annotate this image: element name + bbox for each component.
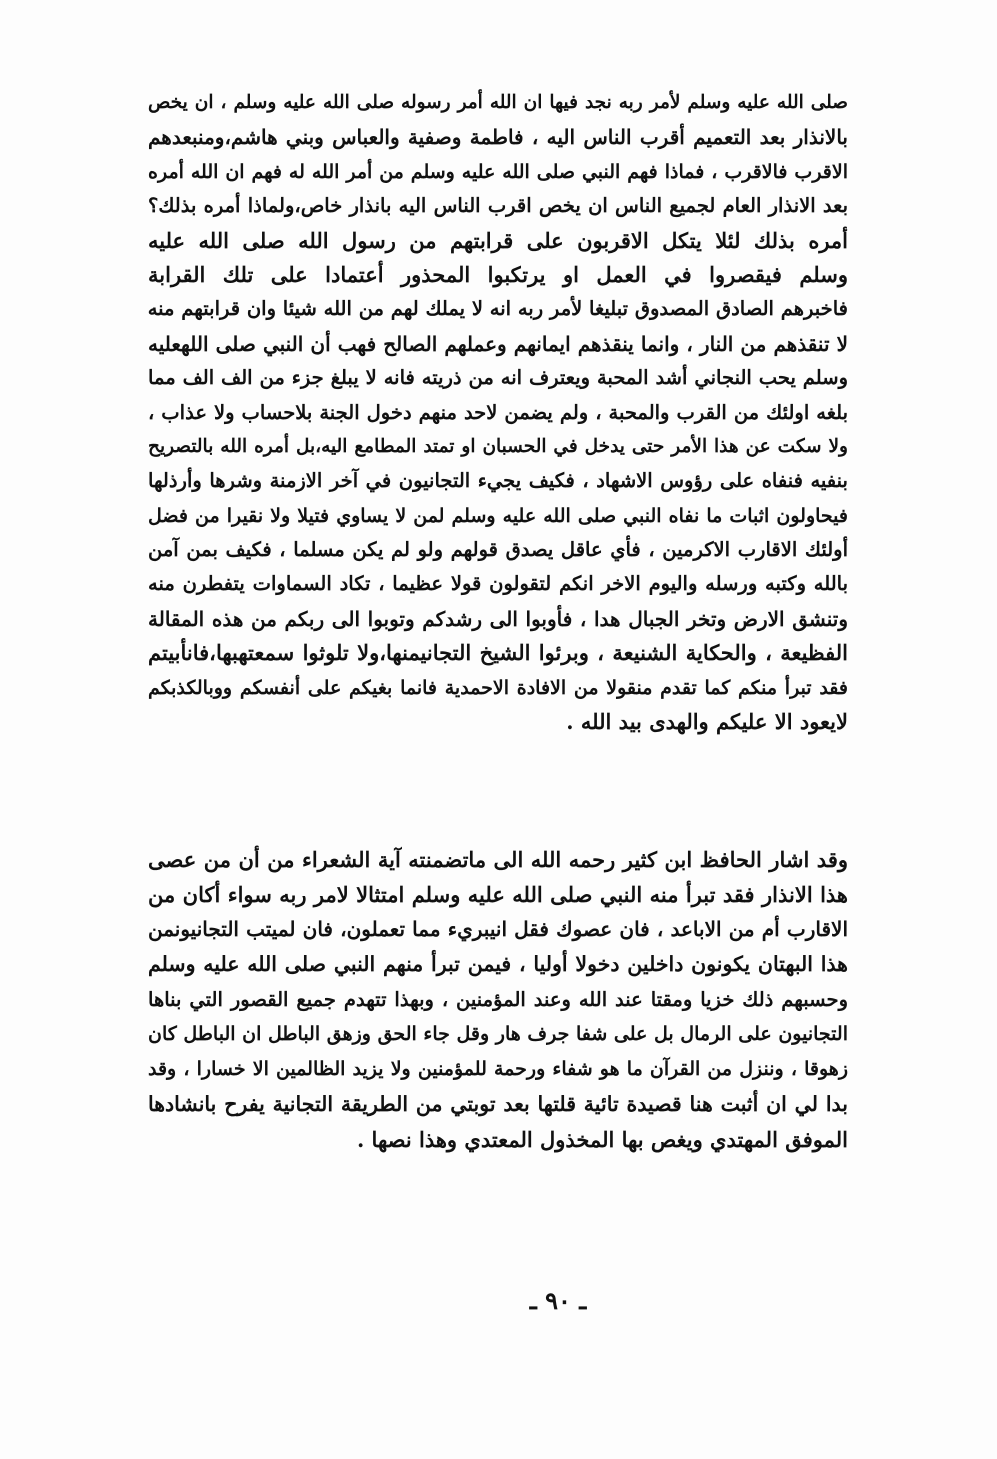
text-line: وقد اشار الحافظ ابن كثير رحمه الله الى ماتضمنته آية الشعراء من أن من عصى (148, 847, 848, 872)
text-line: بنفيه فنفاه على رؤوس الاشهاد ، فكيف يجيء التجانيون في آخر الازمنة وشرها وأرذلها (148, 469, 848, 493)
text-line: أمره بذلك لئلا يتكل الاقربون على قرابتهم من رسول الله صلى الله عليه (148, 227, 848, 253)
text-line: الموفق المهتدي ويغص بها المخذول المعتدي وهذا نصها . (356, 1127, 848, 1152)
text-line: بالانذار بعد التعميم أقرب الناس اليه ، فاطمة وصفية والعباس وبني هاشم،ومنبعدهم (148, 125, 848, 150)
text-line: بلغه اولئك من القرب والمحبة ، ولم يضمن لاحد منهم دخول الجنة بلاحساب ولا عذاب ، (148, 400, 848, 424)
text-line: لا تنقذهم من النار ، وانما ينقذهم ايمانهم وعملهم الصالح فهب أن النبي صلى اللهعليه (148, 331, 848, 356)
text-line: لايعود الا عليكم والهدى بيد الله . (566, 709, 848, 735)
paragraph-1 (148, 86, 848, 739)
text-line: أولئك الاقارب الاكرمين ، فأي عاقل يصدق قولهم ولو لم يكن مسلما ، فكيف بمن آمن (148, 538, 848, 562)
text-line: وسلم يحب النجاني أشد المحبة ويعترف انه من ذريته فانه لا يبلغ جزء من الف الف مما (148, 366, 848, 390)
paragraph-2 (148, 842, 848, 1157)
text-line: فقد تبرأ منكم كما تقدم منقولا من الافادة الاحمدية فانما بغيكم على أنفسكم ووبالكذبكم (148, 676, 848, 699)
page-number: ـ ٩٠ ـ (529, 1286, 587, 1315)
text-line: الاقارب أم من الاباعد ، فان عصوك فقل انيبريء مما تعملون، فان لميتب التجانيونمن (148, 917, 848, 941)
text-line: وسلم فيقصروا في العمل او يرتكبوا المحذور أعتمادا على تلك القرابة (148, 261, 848, 287)
text-line: بدا لي ان أثبت هنا قصيدة تائية قلتها بعد توبتي من الطريقة التجانية يفرح بانشادها (148, 1092, 848, 1116)
text-line: زهوقا ، وننزل من القرآن ما هو شفاء ورحمة للمؤمنين ولا يزيد الظالمين الا خسارا ، وقد (148, 1058, 848, 1080)
text-line: هذا الانذار فقد تبرأ منه النبي صلى الله عليه وسلم امتثالا لامر ربه سواء أكان من (148, 882, 848, 907)
text-line: بعد الانذار العام لجميع الناس ان يخص اقرب الناس اليه بانذار خاص،ولماذا أمره بذلك؟ (148, 194, 848, 218)
text-line: فيحاولون اثبات ما نفاه النبي صلى الله عليه وسلم لمن لا يساوي فتيلا ولا نقيرا من فضل (148, 504, 848, 527)
text-line: وتنشق الارض وتخر الجبال هدا ، فأوبوا الى رشدكم وتوبوا الى ربكم من هذه المقالة (148, 606, 848, 631)
text-line: الاقرب فالاقرب ، فماذا فهم النبي صلى الله عليه وسلم من أمر الله له فهم ان الله أمره (148, 160, 848, 183)
text-line: وحسبهم ذلك خزيا ومقتا عند الله وعند المؤمنين ، وبهذا تتهدم جميع القصور التي بناها (148, 988, 848, 1011)
text-line: الفظيعة ، والحكاية الشنيعة ، وبرئوا الشيخ التجانيمنها،ولا تلوثوا سمعتهبها،فانأبيتم (148, 640, 848, 666)
text-line: صلى الله عليه وسلم لأمر ربه نجد فيها ان الله أمر رسوله صلى الله عليه وسلم ، ان يخص (148, 92, 848, 113)
text-line: التجانيون على الرمال بل على شفا جرف هار وقل جاء الحق وزهق الباطل ان الباطل كان (148, 1023, 848, 1045)
text-line: ولا سكت عن هذا الأمر حتى يدخل في الحسبان او تمتد المطامع اليه،بل أمره الله بالتصريح (148, 435, 848, 457)
text-line: فاخبرهم الصادق المصدوق تبليغا لأمر ربه انه لا يملك لهم من الله شيئا وان قرابتهم منه (148, 297, 848, 321)
text-line: هذا البهتان يكونون داخلين دخولا أوليا ، فيمن تبرأ منهم النبي صلى الله عليه وسلم (148, 952, 848, 976)
text-line: بالله وكتبه ورسله واليوم الاخر انكم لتقولون قولا عظيما ، تكاد السماوات يتفطرن منه (148, 572, 848, 596)
